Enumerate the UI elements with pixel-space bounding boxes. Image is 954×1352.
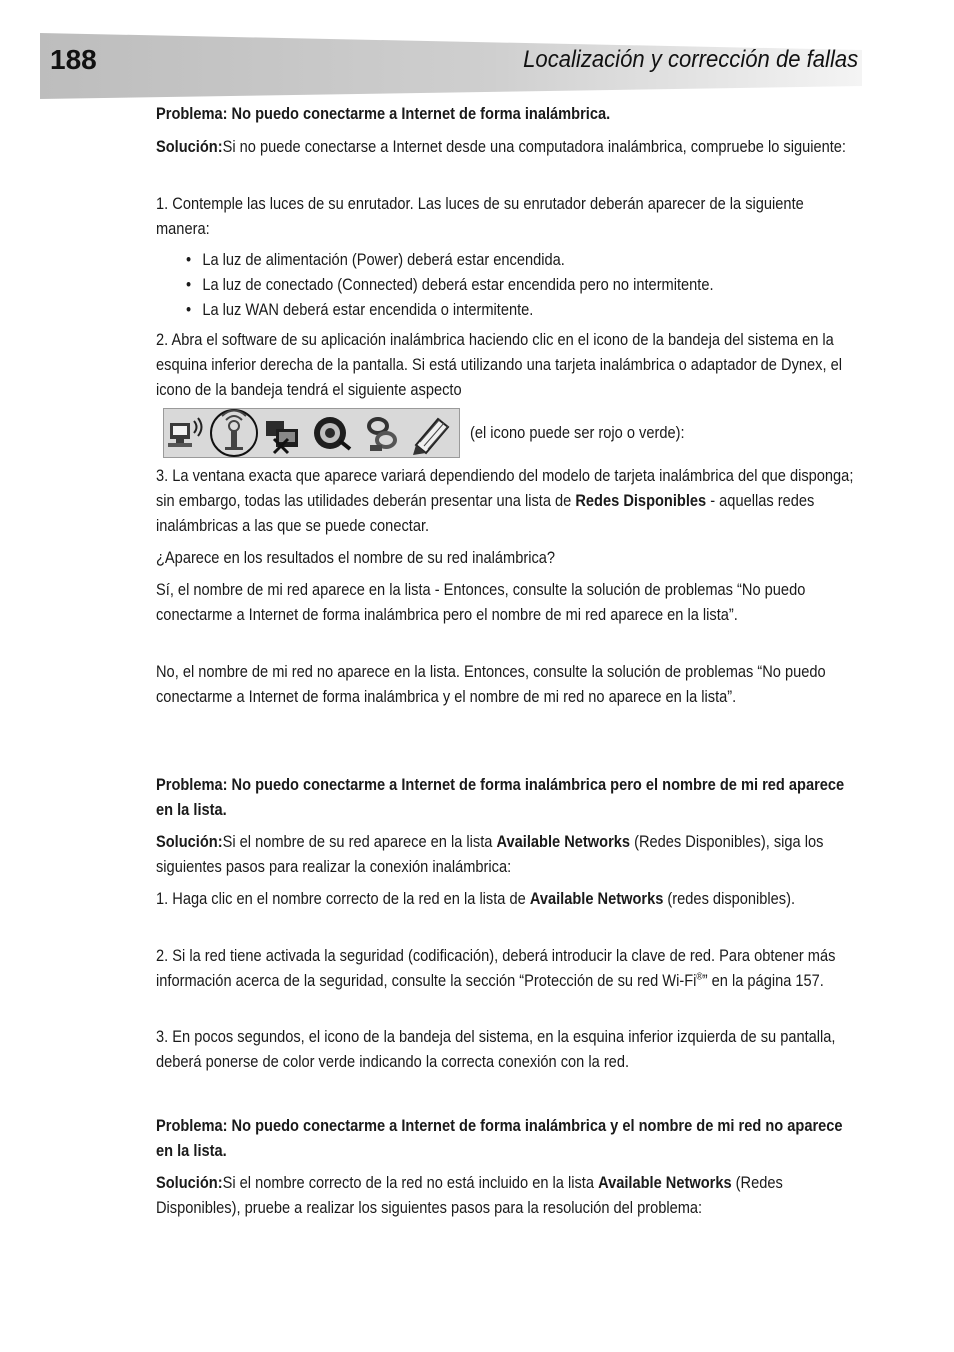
section1-heading: Problema: No puedo conectarme a Internet de forma inalámbrica. — [156, 104, 611, 123]
bullet-icon: • — [186, 300, 192, 319]
section1-question: ¿Aparece en los resultados el nombre de su red inalámbrica? — [156, 548, 556, 567]
section1-step1: 1. Contemple las luces de su enrutador. Las luces de su enrutador deberán aparecer de la siguiente manera: — [156, 194, 804, 238]
section1-step3: 3. La ventana exacta que aparece variará dependiendo del modelo de tarjeta inalámbrica del que disponga; sin embargo, todas las utilidades deberán presentar una lista de Redes Disponibles - aquellas redes inalámbricas a las que se puede conectar. — [156, 466, 854, 535]
bullet-icon: • — [186, 275, 192, 294]
network-icon — [168, 418, 202, 447]
pen-icon — [413, 419, 448, 455]
tray-caption: (el icono puede ser rojo o verde): — [470, 423, 685, 442]
section2-heading: Problema: No puedo conectarme a Internet de forma inalámbrica pero el nombre de mi red aparece en la lista. — [156, 775, 845, 819]
section1-step2: 2. Abra el software de su aplicación inalámbrica haciendo clic en el icono de la bandeja del sistema en la esquina inferior derecha de la pantalla. Si está utilizando una tarjeta inalámbrica o adaptador de Dynex, el icono de la bandeja tendrá el siguiente aspecto — [156, 330, 842, 399]
solution-label: Solución: — [156, 832, 223, 851]
chain-link-icon — [369, 419, 395, 451]
solution-label: Solución: — [156, 1173, 223, 1192]
available-networks-term: Available Networks — [496, 832, 631, 851]
section2-step1: 1. Haga clic en el nombre correcto de la red en la lista de Available Networks (redes disponibles). — [156, 889, 796, 908]
list-item: • La luz de conectado (Connected) deberá estar encendida pero no intermitente. — [186, 272, 846, 297]
page-number: 188 — [50, 44, 97, 75]
registered-mark: ® — [696, 971, 703, 983]
running-title: Localización y corrección de fallas — [522, 46, 858, 73]
list-item: • La luz de alimentación (Power) deberá estar encendida. — [186, 247, 846, 272]
system-tray-image — [163, 408, 460, 458]
section2-solution: Solución:Si el nombre de su red aparece en la lista Available Networks (Redes Disponibles), siga los siguientes pasos para realizar la conexión inalámbrica: — [156, 832, 824, 876]
section1-yes-answer: Sí, el nombre de mi red aparece en la lista - Entonces, consulte la solución de problemas “No puedo conectarme a Internet de forma inalámbrica pero el nombre de mi red aparece en la lista”. — [156, 580, 806, 624]
section2-step3: 3. En pocos segundos, el icono de la bandeja del sistema, en la esquina inferior izquierda de su pantalla, deberá ponerse de color verde indicando la correcta conexión con la red. — [156, 1027, 836, 1071]
solution-text: Si no puede conectarse a Internet desde una computadora inalámbrica, compruebe lo siguiente: — [222, 137, 846, 156]
section3-heading: Problema: No puedo conectarme a Internet de forma inalámbrica y el nombre de mi red no aparece en la lista. — [156, 1116, 843, 1160]
section2-step2: 2. Si la red tiene activada la seguridad (codificación), deberá introducir la clave de red. Para obtener más información acerca de la seguridad, consulte la sección “Protección de su red Wi-Fi®” en la página 157. — [156, 946, 836, 990]
speaker-icon — [314, 417, 350, 449]
available-networks-term: Available Networks — [598, 1173, 732, 1192]
display-icon — [266, 421, 298, 453]
wireless-signal-icon — [211, 410, 257, 456]
available-networks-term: Redes Disponibles — [575, 491, 707, 510]
section1-solution — [156, 134, 860, 159]
available-networks-term: Available Networks — [529, 889, 664, 908]
solution-label: Solución: — [156, 137, 223, 156]
section3-solution: Solución:Si el nombre correcto de la red no está incluido en la lista Available Networks (Redes Disponibles), pruebe a realizar los siguientes pasos para la resolución del problema: — [156, 1173, 783, 1217]
list-item: • La luz WAN deberá estar encendida o intermitente. — [186, 297, 846, 322]
section1-no-answer: No, el nombre de mi red no aparece en la lista. Entonces, consulte la solución de problemas “No puedo conectarme a Internet de forma inalámbrica y el nombre de mi red no aparece en la lista”. — [156, 662, 826, 706]
bullet-icon: • — [186, 250, 192, 269]
bullet-list — [186, 247, 846, 322]
